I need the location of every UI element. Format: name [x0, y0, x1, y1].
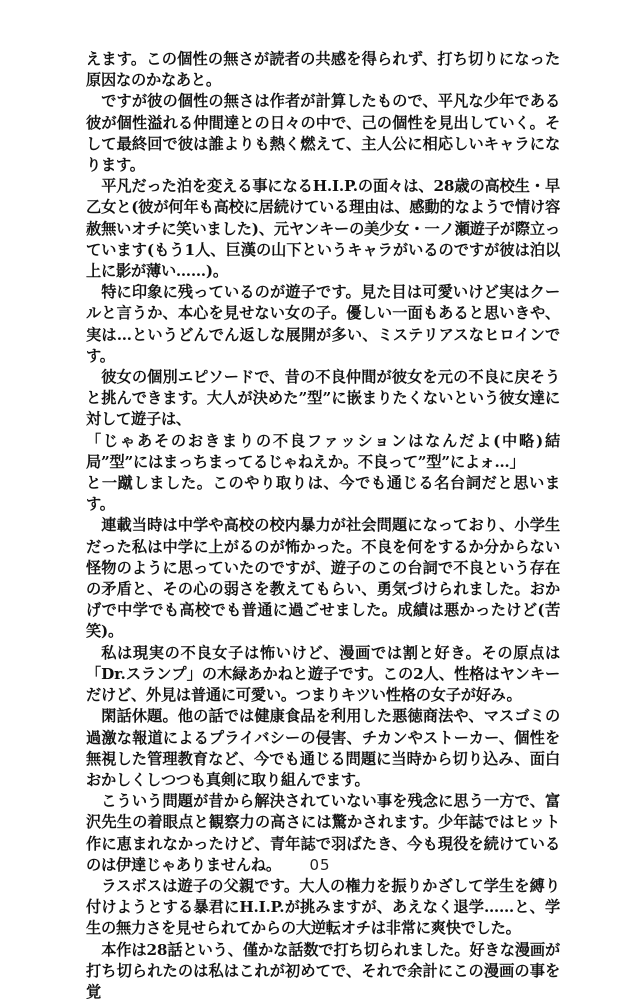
paragraph-9: 私は現実の不良女子は怖いけど、漫画では割と好き。その原点は「Dr.スランプ」の木緑あかねと遊子です。この2人、性格はヤンキーだけど、外見は普通に可愛い。つまりキツい性格の女子が好み。: [86, 643, 560, 705]
paragraph-7: と一蹴しました。このやり取りは、今でも通じる名台詞だと思います。: [86, 474, 560, 514]
paragraph-11: こういう問題が昔から解決されていない事を残念に思う一方で、富沢先生の着眼点と観察力の高さには驚かされます。少年誌ではヒット作に恵まれなかったけど、青年誌で羽ばたき、今も現役を続けているのは伊達じゃありませんね。: [86, 792, 560, 874]
page-number: 05: [309, 856, 331, 874]
paragraph-10: 閑話休題。他の話では健康食品を利用した悪徳商法や、マスゴミの過激な報道によるプライバシーの侵害、チカンやストーカー、個性を無視した管理教育など、今でも通じる問題に当時から切り込み、面白おかしくしつつも真剣に取り組んでます。: [86, 707, 560, 789]
paragraph-2: ですが彼の個性の無さは作者が計算したもので、平凡な少年である彼が個性溢れる仲間達との日々の中で、己の個性を見出していく。そして最終回で彼は誰よりも熱く燃えて、主人公に相応しいキャラになります。: [86, 92, 560, 175]
quote-line: 「じゃあそのおきまりの不良ファッションはなんだよ(中略)結局”型”にはまっちまってるじゃねえか。不良って”型”によォ…」: [86, 431, 560, 471]
paragraph-12: ラスボスは遊子の父親です。大人の権力を振りかざして学生を縛り付けようとする暴君にH.I.P.が挑みますが、あえなく退学……と、学生の無力さを見せられてからの大逆転オチは非常に爽快でした。: [86, 876, 560, 938]
paragraph-4: 特に印象に残っているのが遊子です。見た目は可愛いけど実はクールと言うか、本心を見せない女の子。優しい一面もあると思いきや、実は…というどんでん返しな展開が多い、ミステリアスなヒロインです。: [86, 283, 560, 365]
paragraph-3: 平凡だった泊を変える事になるH.I.P.の面々は、28歳の高校生・早乙女と(彼が何年も高校に居続けている理由は、感動的なようで情け容赦無いオチに笑いました)、元ヤンキーの美少女・一ノ瀬遊子が際立っています(もう1人、巨漢の山下というキャラがいるのですが彼は泊以上に影が薄い……)。: [86, 177, 560, 281]
paragraph-13: 本作は28話という、僅かな話数で打ち切られました。好きな漫画が打ち切られたのは私はこれが初めてで、それで余計にこの漫画の事を覚: [86, 940, 560, 1001]
paragraph-5: 彼女の個別エピソードで、昔の不良仲間が彼女を元の不良に戻そうと挑んできます。大人が決めた”型”に嵌まりたくないという彼女達に対して遊子は、: [86, 368, 560, 429]
paragraph-8: 連載当時は中学や高校の校内暴力が社会問題になっており、小学生だった私は中学に上がるのが怖かった。不良を何をするか分からない怪物のように思っていたのですが、遊子のこの台詞で不良という存在の矛盾と、その心の弱さを教えてもらい、勇気づけられました。おかげで中学でも高校でも普通に過ごせました。成績は悪かったけど(苦笑)。: [86, 516, 560, 641]
paragraph-1: えます。この個性の無さが読者の共感を得られず、打ち切りになった原因なのかなあと。: [86, 50, 560, 90]
